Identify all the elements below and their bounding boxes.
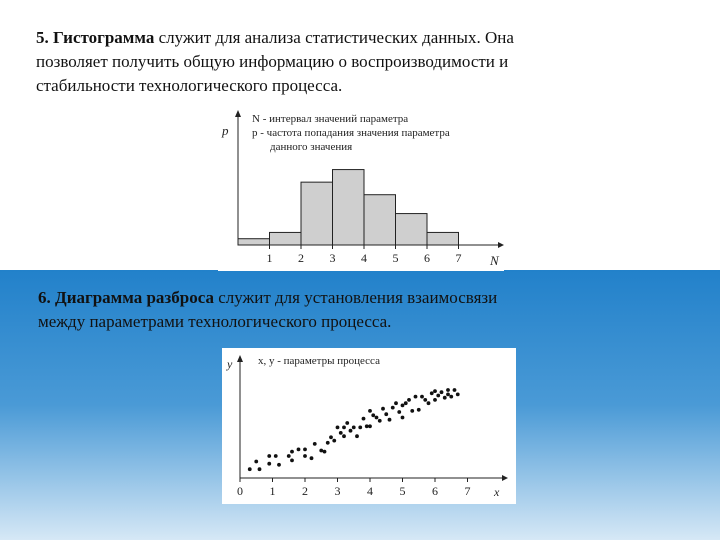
scatter-point	[332, 439, 336, 443]
scatter-point	[401, 416, 405, 420]
scatter-point	[352, 426, 356, 430]
scatter-point	[420, 395, 424, 399]
scatter-point	[430, 391, 434, 395]
scatter-point	[371, 413, 375, 417]
scatter-point	[277, 463, 281, 467]
scatter-tick-label: 5	[399, 484, 406, 498]
scatter-point	[248, 467, 252, 471]
scatter-tick-label: 2	[302, 484, 308, 498]
scatter-tick-label: 3	[334, 484, 341, 498]
scatter-point	[267, 462, 271, 466]
scatter-point	[368, 424, 372, 428]
scatter-point	[329, 435, 333, 439]
scatter-point	[449, 395, 453, 399]
scatter-point	[274, 454, 278, 458]
scatter-point	[427, 401, 431, 405]
hist-tick-label: 2	[298, 251, 304, 265]
scatter-point	[345, 421, 349, 425]
scatter-point	[342, 434, 346, 438]
scatter-point	[358, 426, 362, 430]
hist-tick-label: 4	[361, 251, 367, 265]
scatter-point	[323, 450, 327, 454]
scatter-tick-label: 1	[269, 484, 276, 498]
scatter-figure	[222, 348, 516, 504]
section2-number: 6.	[38, 288, 51, 307]
section1-line3: стабильности технологического процесса.	[36, 76, 343, 95]
scatter-point	[368, 409, 372, 413]
scatter-point	[397, 410, 401, 414]
scatter-chart	[222, 348, 516, 504]
scatter-point	[310, 456, 314, 460]
scatter-point	[267, 454, 271, 458]
scatter-point	[326, 441, 330, 445]
scatter-point	[303, 454, 307, 458]
section1-number: 5.	[36, 28, 49, 47]
scatter-point	[436, 394, 440, 398]
scatter-tick-label: 4	[367, 484, 373, 498]
scatter-point	[303, 448, 307, 452]
scatter-point	[423, 398, 427, 402]
scatter-point	[417, 408, 421, 412]
scatter-point	[349, 429, 353, 433]
histogram-description-line1	[36, 26, 684, 50]
hist-tick-label: 7	[455, 251, 462, 265]
hist-tick-label: 6	[424, 251, 430, 265]
histogram-figure	[218, 105, 504, 271]
scatter-point	[313, 442, 317, 446]
hist-y-axis-letter: p	[222, 123, 229, 138]
section2-term: Диаграмма разброса	[55, 288, 214, 307]
scatter-point	[404, 401, 408, 405]
scatter-point	[456, 393, 460, 397]
scatter-point	[375, 416, 379, 420]
scatter-point	[443, 396, 447, 400]
hist-bar	[301, 182, 333, 245]
scatter-point	[378, 419, 382, 423]
scatter-tick-label: 7	[464, 484, 471, 498]
scatter-point	[365, 424, 369, 428]
scatter-point	[391, 406, 395, 410]
hist-bar	[427, 232, 459, 245]
scatter-y-arrow	[237, 355, 243, 362]
scatter-y-axis-letter: y	[227, 357, 233, 371]
hist-bar	[396, 214, 428, 245]
scatter-point	[339, 431, 343, 435]
scatter-point	[388, 418, 392, 422]
scatter-description	[38, 286, 678, 334]
scatter-point	[446, 388, 450, 392]
scatter-point	[342, 426, 346, 430]
hist-bar	[270, 232, 302, 245]
hist-tick-label: 1	[266, 251, 273, 265]
section1-term: Гистограмма	[53, 28, 155, 47]
hist-y-arrow	[235, 110, 241, 117]
hist-bar	[364, 195, 396, 245]
scatter-x-axis-letter: x	[494, 485, 500, 499]
section1-line2: позволяет получить общую информацию о воспроизводимости и	[36, 52, 509, 71]
scatter-point	[401, 404, 405, 408]
scatter-point	[414, 395, 418, 399]
hist-x-arrow	[498, 242, 504, 248]
scatter-point	[287, 454, 291, 458]
scatter-point	[290, 459, 294, 463]
hist-legend-line2: p - частота попадания значения параметра	[252, 127, 450, 139]
hist-bar	[333, 170, 365, 245]
hist-x-axis-letter: N	[490, 253, 499, 268]
scatter-tick-label: 6	[432, 484, 438, 498]
hist-legend-line3: данного значения	[270, 141, 353, 153]
scatter-legend: x, y - параметры процесса	[258, 355, 380, 367]
histogram-description	[30, 24, 690, 100]
scatter-point	[362, 417, 366, 421]
scatter-point	[433, 398, 437, 402]
scatter-point	[384, 412, 388, 416]
histogram-chart	[218, 105, 504, 271]
scatter-point	[410, 409, 414, 413]
section2-line1: служит для установления взаимосвязи	[213, 288, 498, 307]
scatter-tick-label: 0	[237, 484, 243, 498]
scatter-description-line1	[38, 286, 678, 310]
scatter-point	[297, 448, 301, 452]
scatter-point	[319, 449, 323, 453]
hist-legend-line1: N - интервал значений параметра	[252, 113, 409, 125]
scatter-point	[440, 390, 444, 394]
scatter-point	[336, 426, 340, 430]
scatter-point	[258, 467, 262, 471]
scatter-point	[453, 388, 457, 392]
scatter-point	[433, 389, 437, 393]
hist-bar	[238, 239, 270, 245]
scatter-point	[381, 407, 385, 411]
hist-tick-label: 3	[329, 251, 336, 265]
scatter-point	[290, 450, 294, 454]
hist-tick-label: 5	[392, 251, 399, 265]
section1-line1: служит для анализа статистических данных. Она	[154, 28, 514, 47]
scatter-point	[446, 393, 450, 397]
scatter-x-arrow	[502, 475, 508, 481]
section2-line2: между параметрами технологического процесса.	[38, 312, 392, 331]
scatter-point	[254, 460, 258, 464]
scatter-point	[394, 401, 398, 405]
scatter-point	[355, 434, 359, 438]
scatter-point	[407, 398, 411, 402]
